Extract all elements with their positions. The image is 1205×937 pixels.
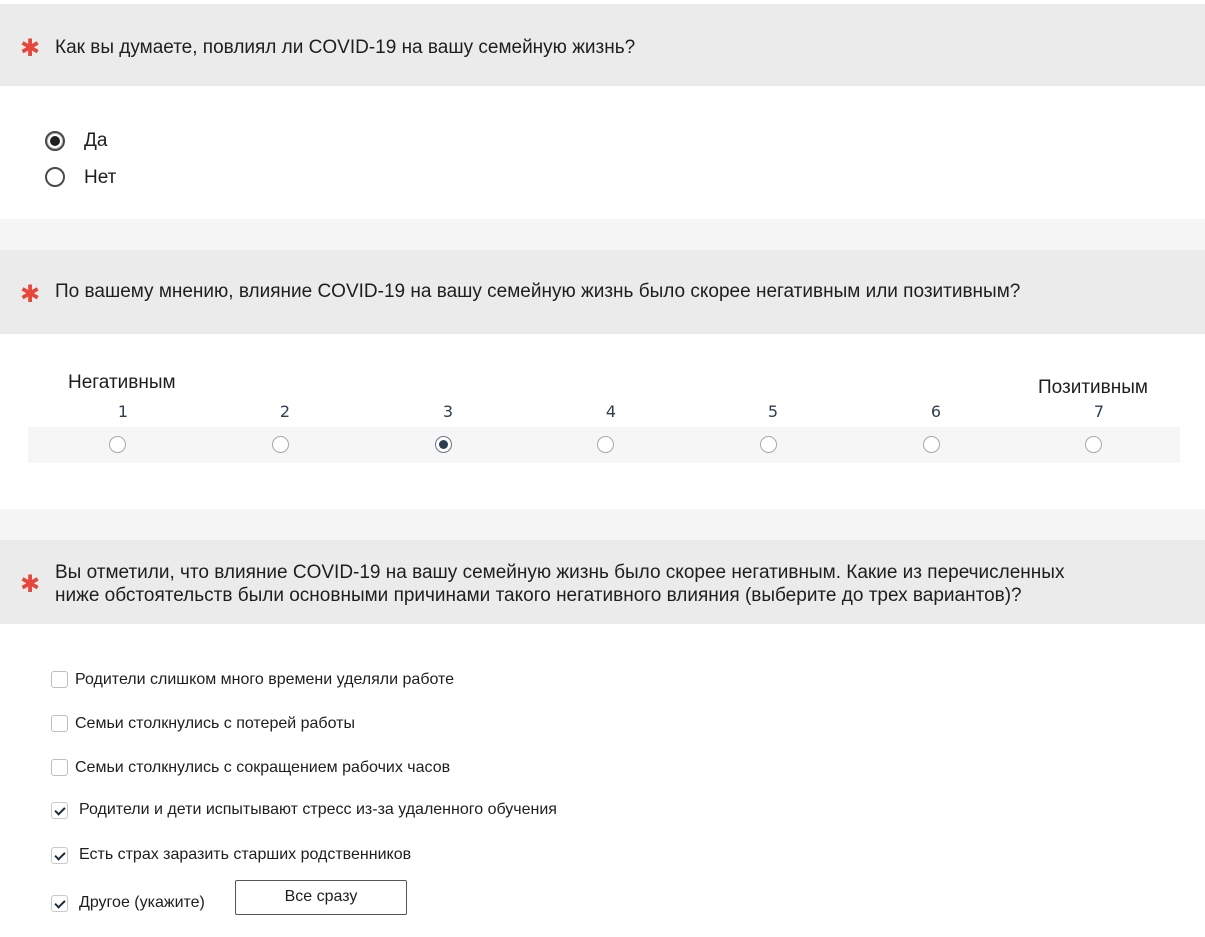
radio-yes-label[interactable]: Да <box>84 130 108 151</box>
scale-high-label: Позитивным <box>1038 377 1148 398</box>
scale-radio-6[interactable] <box>923 436 940 453</box>
checkmark-icon <box>54 849 65 860</box>
checkbox-option-4[interactable] <box>51 802 68 819</box>
checkbox-option-1[interactable] <box>51 671 68 688</box>
scale-number: 3 <box>442 402 454 421</box>
question-divider <box>0 219 1205 250</box>
question-3-header <box>0 540 1205 624</box>
scale-radio-3[interactable] <box>435 436 452 453</box>
checkbox-option-1-label[interactable]: Родители слишком много времени уделяли работе <box>75 671 455 688</box>
scale-number: 4 <box>605 402 617 421</box>
question-3-text-line-1: Вы отметили, что влияние COVID-19 на вашу семейную жизнь было скорее негативным. Какие из перечисленных <box>55 562 1065 583</box>
scale-number: 1 <box>117 402 129 421</box>
required-asterisk-icon: ✱ <box>20 281 41 308</box>
required-asterisk-icon: ✱ <box>20 571 41 598</box>
checkbox-option-other-label[interactable]: Другое (укажите) <box>79 894 205 911</box>
scale-number: 2 <box>279 402 291 421</box>
other-specify-input[interactable]: Все сразу <box>235 880 407 915</box>
question-3-text-line-2: ниже обстоятельств были основными причинами такого негативного влияния (выберите до трех вариантов)? <box>55 585 1022 606</box>
scale-number: 6 <box>930 402 942 421</box>
question-divider <box>0 509 1205 540</box>
scale-low-label: Негативным <box>68 372 176 393</box>
radio-no[interactable] <box>45 167 65 187</box>
checkbox-option-5[interactable] <box>51 847 68 864</box>
checkbox-option-4-label[interactable]: Родители и дети испытывают стресс из-за удаленного обучения <box>79 801 557 818</box>
scale-radio-4[interactable] <box>597 436 614 453</box>
question-1-header <box>0 4 1205 86</box>
question-2-header <box>0 250 1205 334</box>
radio-no-label[interactable]: Нет <box>84 167 117 188</box>
checkbox-option-3-label[interactable]: Семьи столкнулись с сокращением рабочих часов <box>75 759 451 776</box>
checkbox-option-other[interactable] <box>51 895 68 912</box>
scale-number: 5 <box>767 402 779 421</box>
question-2-text: По вашему мнению, влияние COVID-19 на вашу семейную жизнь было скорее негативным или позитивным? <box>55 281 1021 302</box>
scale-radio-5[interactable] <box>760 436 777 453</box>
scale-number: 7 <box>1093 402 1105 421</box>
checkmark-icon <box>54 897 65 908</box>
checkmark-icon <box>54 804 65 815</box>
required-asterisk-icon: ✱ <box>20 35 41 62</box>
scale-radio-7[interactable] <box>1085 436 1102 453</box>
checkbox-option-5-label[interactable]: Есть страх заразить старших родственников <box>79 846 412 863</box>
checkbox-option-3[interactable] <box>51 759 68 776</box>
scale-radio-1[interactable] <box>109 436 126 453</box>
checkbox-option-2[interactable] <box>51 715 68 732</box>
checkbox-option-2-label[interactable]: Семьи столкнулись с потерей работы <box>75 715 355 732</box>
scale-radio-2[interactable] <box>272 436 289 453</box>
question-1-text: Как вы думаете, повлиял ли COVID-19 на вашу семейную жизнь? <box>55 37 636 58</box>
radio-yes[interactable] <box>45 131 65 151</box>
